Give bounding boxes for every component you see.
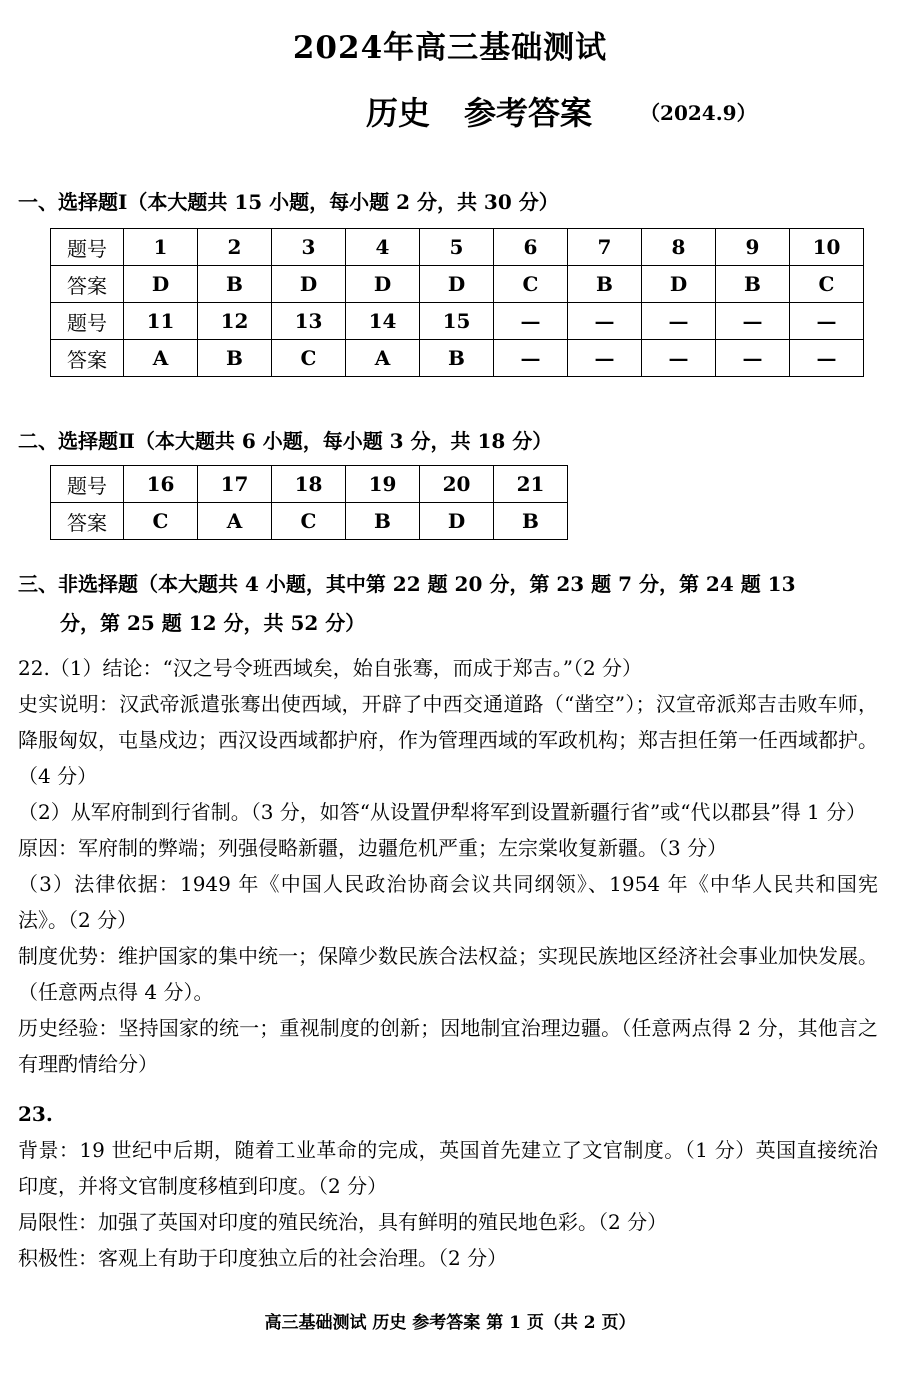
question-number: —	[568, 303, 642, 340]
question-number: 6	[494, 229, 568, 266]
question-number: 13	[272, 303, 346, 340]
q22-facts: 史实说明：汉武帝派遣张骞出使西域，开辟了中西交通道路（“凿空”）；汉宣帝派郑吉击败车师，降服匈奴，屯垦戍边；西汉设西域都护府，作为管理西域的军政机构；郑吉担任第一任西域都护。（4 分）	[18, 692, 878, 788]
q22-reasons: 原因：军府制的弊端；列强侵略新疆，边疆危机严重；左宗棠收复新疆。（3 分）	[18, 836, 728, 860]
question-number: 5	[420, 229, 494, 266]
table-row	[51, 466, 568, 503]
question-number: 12	[198, 303, 272, 340]
answer-cell: —	[790, 340, 864, 377]
row-label: 题号	[51, 303, 124, 340]
answer-cell: A	[124, 340, 198, 377]
answer-cell: B	[198, 266, 272, 303]
row-label: 题号	[51, 466, 124, 503]
answer-cell: C	[124, 503, 198, 540]
answer-cell: A	[198, 503, 272, 540]
answer-cell: B	[568, 266, 642, 303]
q23-positive: 积极性：客观上有助于印度独立后的社会治理。（2 分）	[18, 1246, 508, 1270]
question-number: 4	[346, 229, 420, 266]
table-row	[51, 266, 864, 303]
answer-key-label: 参考答案	[464, 94, 593, 132]
section2-desc: （本大题共 6 小题，每小题 3 分，共 18 分）	[134, 429, 553, 453]
section1-title: 一、选择题Ⅰ	[18, 190, 128, 214]
section2-heading	[18, 425, 552, 454]
question-number: 7	[568, 229, 642, 266]
question-number: 20	[420, 466, 494, 503]
answer-cell: C	[790, 266, 864, 303]
table-row	[51, 503, 568, 540]
table-row	[51, 229, 864, 266]
question-number: 11	[124, 303, 198, 340]
table-row	[51, 340, 864, 377]
answer-cell: B	[198, 340, 272, 377]
document-title: 2024年高三基础测试	[292, 30, 608, 66]
question-number: 14	[346, 303, 420, 340]
section3-desc-line1: （本大题共 4 小题，其中第 22 题 20 分，第 23 题 7 分，第 24 题 13	[138, 572, 796, 596]
q23-background: 背景：19 世纪中后期，随着工业革命的完成，英国首先建立了文官制度。（1 分）英国直接统治印度，并将文官制度移植到印度。（2 分）	[18, 1138, 878, 1198]
answer-cell: C	[494, 266, 568, 303]
question-number: 15	[420, 303, 494, 340]
answer-cell: C	[272, 503, 346, 540]
question-number: 19	[346, 466, 420, 503]
answer-cell: —	[642, 340, 716, 377]
question-number: 3	[272, 229, 346, 266]
question-number: —	[642, 303, 716, 340]
question-number: —	[716, 303, 790, 340]
q22-part3: （3）法律依据：1949 年《中国人民政治协商会议共同纲领》、1954 年《中华人民共和国宪法》。（2 分）	[18, 872, 878, 932]
question-number: —	[494, 303, 568, 340]
table-row	[51, 303, 864, 340]
section3-heading	[18, 568, 796, 636]
q22-part2: （2）从军府制到行省制。（3 分，如答“从设置伊犁将军到设置新疆行省”或“代以郡县”得 1 分）	[18, 800, 867, 824]
answer-cell: C	[272, 340, 346, 377]
question-number: 1	[124, 229, 198, 266]
section1-desc: （本大题共 15 小题，每小题 2 分，共 30 分）	[127, 190, 559, 214]
answer-cell: A	[346, 340, 420, 377]
section2-title: 二、选择题Ⅱ	[18, 429, 135, 453]
section2-answer-table	[50, 465, 568, 540]
row-label: 答案	[51, 340, 124, 377]
answer-cell: B	[346, 503, 420, 540]
answer-cell: B	[420, 340, 494, 377]
question-number: 8	[642, 229, 716, 266]
row-label: 题号	[51, 229, 124, 266]
answer-cell: D	[124, 266, 198, 303]
q23-limitation: 局限性：加强了英国对印度的殖民统治，具有鲜明的殖民地色彩。（2 分）	[18, 1210, 668, 1234]
answer-cell: B	[494, 503, 568, 540]
answer-cell: D	[420, 503, 494, 540]
row-label: 答案	[51, 266, 124, 303]
section1-answer-table	[50, 228, 864, 377]
question-number: 10	[790, 229, 864, 266]
q22-advantages: 制度优势：维护国家的集中统一；保障少数民族合法权益；实现民族地区经济社会事业加快发展。（任意两点得 4 分）。	[18, 944, 878, 1004]
q22-experience: 历史经验：坚持国家的统一；重视制度的创新；因地制宜治理边疆。（任意两点得 2 分，其他言之有理酌情给分）	[18, 1016, 878, 1076]
question-number: 21	[494, 466, 568, 503]
section1-heading	[18, 186, 559, 215]
document-subtitle	[366, 88, 757, 134]
answer-cell: —	[568, 340, 642, 377]
answer-cell: —	[716, 340, 790, 377]
answer-cell: D	[420, 266, 494, 303]
section3-title: 三、非选择题	[18, 572, 138, 596]
question-number: 16	[124, 466, 198, 503]
q22-part1: 22.（1）结论：“汉之号令班西域矣，始自张骞，而成于郑吉。”（2 分）	[18, 656, 643, 680]
answer-cell: —	[494, 340, 568, 377]
question-number: —	[790, 303, 864, 340]
answer-cell: D	[642, 266, 716, 303]
answer-cell: D	[272, 266, 346, 303]
answer-body	[18, 650, 878, 1276]
row-label: 答案	[51, 503, 124, 540]
exam-date: （2024.9）	[640, 101, 757, 125]
question-number: 9	[716, 229, 790, 266]
answer-cell: B	[716, 266, 790, 303]
question-number: 17	[198, 466, 272, 503]
subject-label: 历史	[366, 94, 431, 132]
question-number: 2	[198, 229, 272, 266]
section3-desc-line2: 分，第 25 题 12 分，共 52 分）	[60, 611, 366, 635]
question-number: 18	[272, 466, 346, 503]
q23-number: 23.	[18, 1102, 53, 1126]
page-footer: 高三基础测试 历史 参考答案 第 1 页（共 2 页）	[264, 1313, 636, 1333]
answer-cell: D	[346, 266, 420, 303]
